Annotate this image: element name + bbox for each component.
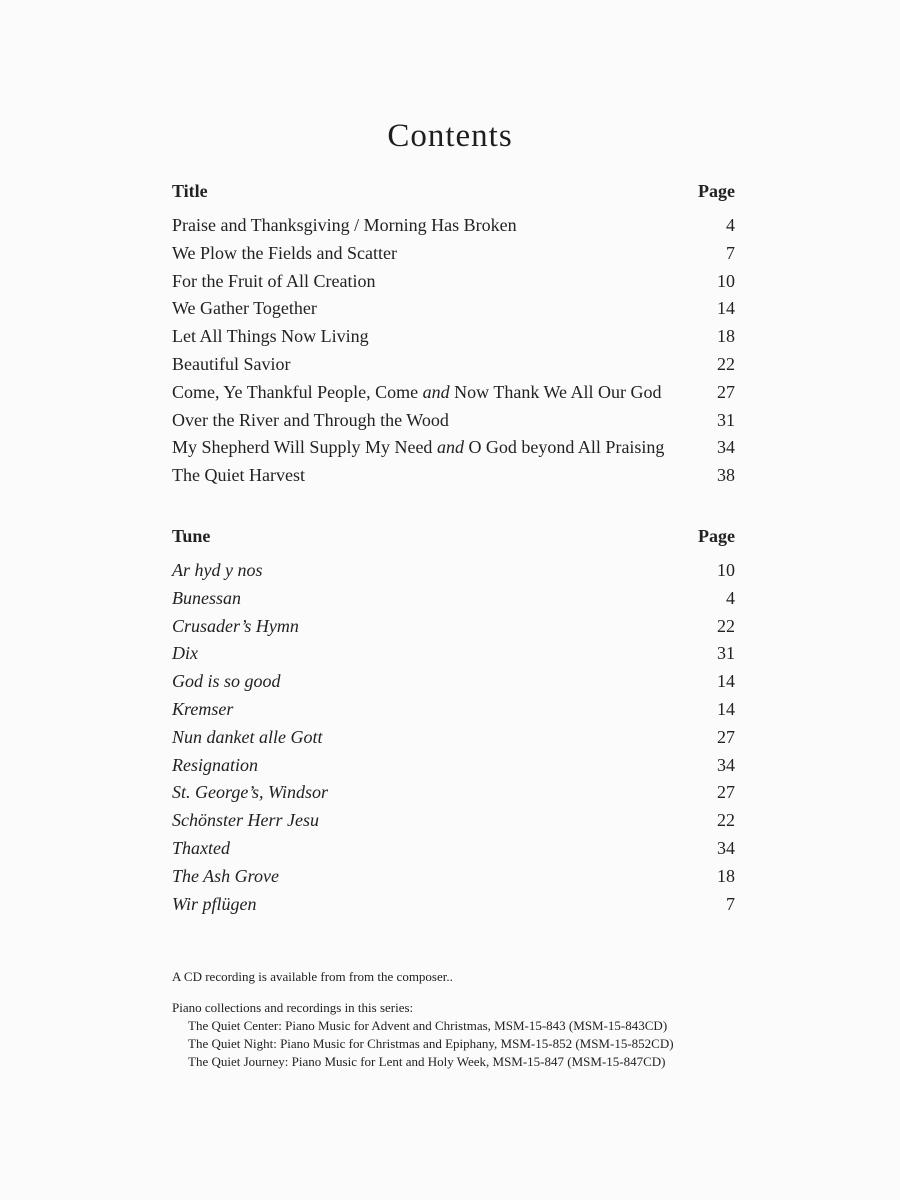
title-column-label: Title — [172, 181, 208, 201]
tune-page-number: 14 — [717, 671, 735, 692]
tune-page-number: 31 — [717, 643, 735, 664]
series-heading: Piano collections and recordings in this series: — [172, 1000, 414, 1015]
title-name — [172, 379, 662, 407]
title-name-part: Come, Ye Thankful People, Come — [172, 381, 419, 402]
tune-row — [172, 613, 735, 641]
tune-row — [172, 891, 735, 919]
title-row — [172, 351, 735, 379]
tune-page-number: 22 — [717, 810, 735, 831]
title-name-part: My Shepherd Will Supply My Need — [172, 437, 433, 458]
title-row — [172, 407, 735, 435]
tune-page-number: 22 — [717, 615, 735, 636]
title-name: We Gather Together — [172, 298, 317, 319]
tune-name: Dix — [172, 643, 198, 664]
tune-page-column-label: Page — [698, 526, 735, 546]
tune-page-number: 7 — [726, 893, 735, 914]
tune-row — [172, 752, 735, 780]
tune-row — [172, 557, 735, 585]
title-page-number: 7 — [726, 242, 735, 263]
title-row — [172, 295, 735, 323]
title-page-number: 38 — [717, 465, 735, 486]
tune-row — [172, 696, 735, 724]
tune-page-number: 27 — [717, 782, 735, 803]
title-name: Praise and Thanksgiving / Morning Has Broken — [172, 215, 517, 235]
title-conjunction: and — [422, 381, 450, 402]
title-page-number: 34 — [717, 437, 735, 458]
title-page-number: 10 — [717, 270, 735, 291]
tune-name: Wir pflügen — [172, 893, 257, 914]
title-row — [172, 434, 735, 462]
title-name: The Quiet Harvest — [172, 465, 305, 486]
tune-name: The Ash Grove — [172, 865, 279, 886]
tune-row — [172, 585, 735, 613]
title-row — [172, 240, 735, 268]
tune-page-number: 4 — [726, 587, 735, 608]
title-name: We Plow the Fields and Scatter — [172, 242, 398, 263]
title-name-part: Now Thank We All Our God — [454, 381, 662, 402]
tune-name: Kremser — [172, 698, 234, 719]
title-name: For the Fruit of All Creation — [172, 270, 376, 291]
title-page-number: 14 — [717, 298, 735, 319]
title-page-number: 4 — [726, 215, 735, 235]
page-title: Contents — [387, 118, 513, 154]
tune-name: Schönster Herr Jesu — [172, 810, 319, 831]
tune-name: St. George’s, Windsor — [172, 782, 329, 803]
tune-page-number: 34 — [717, 754, 735, 775]
tune-name: God is so good — [172, 671, 281, 692]
tune-row — [172, 835, 735, 863]
footer-notes — [172, 968, 674, 1071]
title-row — [172, 212, 735, 240]
title-name — [172, 434, 664, 462]
tune-name: Ar hyd y nos — [172, 560, 263, 580]
tune-section — [172, 523, 735, 918]
tune-page-number: 10 — [717, 560, 735, 580]
tune-row — [172, 724, 735, 752]
tune-row — [172, 863, 735, 891]
title-page-number: 27 — [717, 381, 735, 402]
title-list — [172, 212, 735, 490]
tune-page-number: 27 — [717, 726, 735, 747]
tune-list — [172, 557, 735, 918]
tune-page-number: 18 — [717, 865, 735, 886]
tune-column-label: Tune — [172, 526, 211, 546]
series-item: The Quiet Journey: Piano Music for Lent and Holy Week, MSM-15-847 (MSM-15-847CD) — [188, 1054, 666, 1069]
title-name-part: O God beyond All Praising — [468, 437, 665, 458]
title-page-number: 31 — [717, 409, 735, 430]
cd-note: A CD recording is available from from the composer.. — [172, 969, 453, 984]
title-name: Over the River and Through the Wood — [172, 409, 449, 430]
tune-row — [172, 640, 735, 668]
tune-row — [172, 779, 735, 807]
title-name: Beautiful Savior — [172, 353, 291, 374]
title-section — [172, 178, 735, 490]
title-page-number: 22 — [717, 353, 735, 374]
tune-page-number: 34 — [717, 837, 735, 858]
tune-name: Thaxted — [172, 837, 230, 858]
tune-name: Resignation — [172, 754, 258, 775]
tune-name: Nun danket alle Gott — [172, 726, 323, 747]
tune-name: Bunessan — [172, 587, 241, 608]
title-conjunction: and — [436, 437, 464, 458]
tune-row — [172, 807, 735, 835]
title-row — [172, 268, 735, 296]
series-item: The Quiet Center: Piano Music for Advent and Christmas, MSM-15-843 (MSM-15-843CD) — [188, 1018, 668, 1033]
title-row — [172, 379, 735, 407]
tune-name: Crusader’s Hymn — [172, 615, 299, 636]
series-item: The Quiet Night: Piano Music for Christmas and Epiphany, MSM-15-852 (MSM-15-852CD) — [188, 1036, 674, 1051]
series-list — [172, 1017, 674, 1071]
tune-section-header — [172, 523, 735, 549]
title-name: Let All Things Now Living — [172, 326, 369, 347]
tune-page-number: 14 — [717, 698, 735, 719]
tune-row — [172, 668, 735, 696]
title-row — [172, 323, 735, 351]
title-page-column-label: Page — [698, 181, 735, 201]
title-row — [172, 462, 735, 490]
title-section-header — [172, 178, 735, 204]
title-page-number: 18 — [717, 326, 735, 347]
